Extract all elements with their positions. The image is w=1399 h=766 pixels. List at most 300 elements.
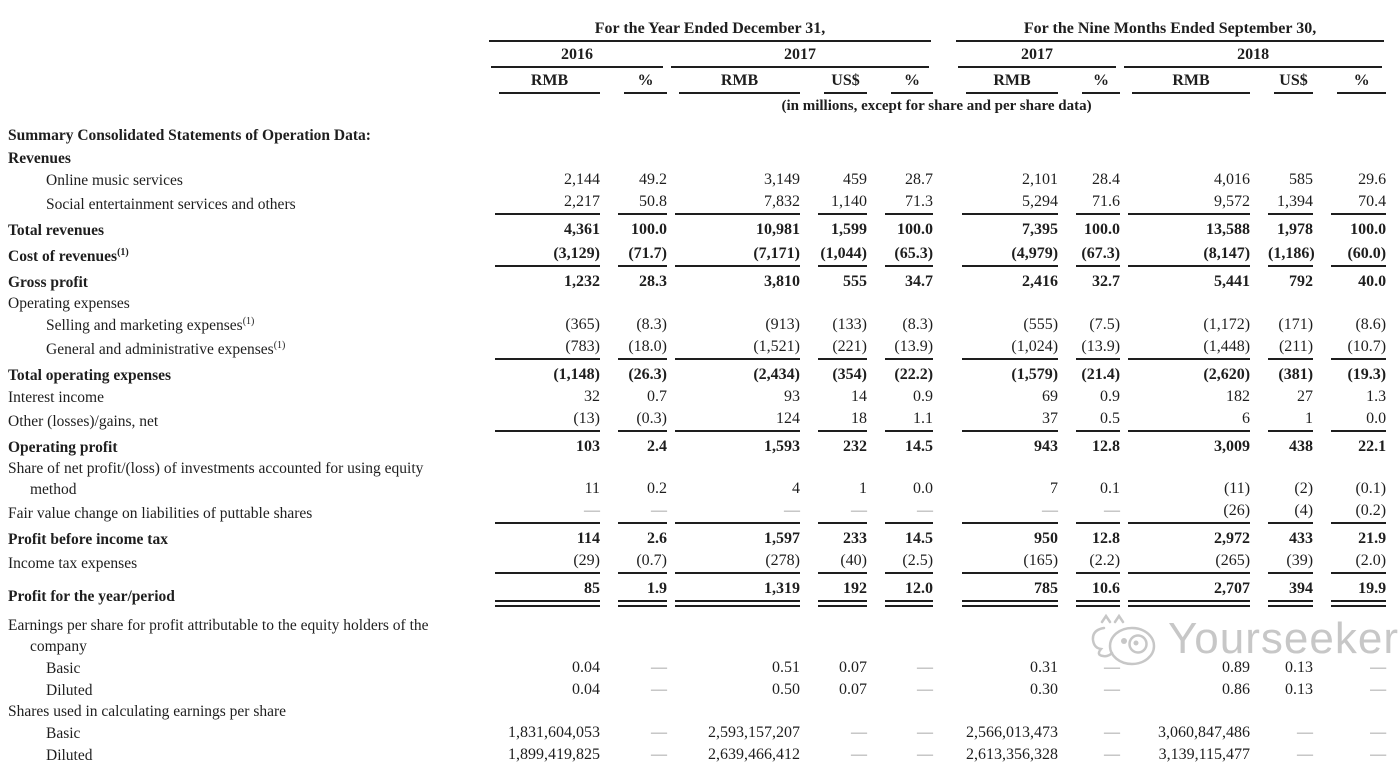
- cell-value: —: [917, 746, 934, 763]
- cell-value: 14.5: [905, 530, 934, 547]
- cell-value: 103: [576, 438, 600, 455]
- row-label: [0, 269, 487, 293]
- row-label: [0, 434, 487, 458]
- row-label-text: Total revenues: [8, 222, 105, 239]
- financial-statements-table: [0, 12, 1386, 766]
- cell-value: 943: [1034, 438, 1059, 455]
- row-label-text: Fair value change on liabilities of puttable shares: [8, 505, 313, 522]
- cell-value: (2): [1294, 480, 1314, 497]
- col-header-pct-2017: %: [867, 68, 933, 94]
- table-row: [0, 408, 1386, 434]
- cell-value: —: [651, 659, 667, 676]
- cell-value: 6: [1120, 408, 1250, 434]
- column-gap: [933, 314, 954, 336]
- cell-value: 0.31: [1030, 659, 1059, 676]
- cell-value: 14.5: [905, 438, 934, 455]
- cell-value: 0.5: [1058, 408, 1120, 434]
- column-gap: [933, 408, 954, 434]
- cell-value: —: [1370, 681, 1387, 698]
- table-body: [0, 123, 1386, 766]
- cell-value: —: [651, 724, 667, 741]
- cell-value: (1,172): [1203, 316, 1251, 333]
- cell-value: —: [1104, 681, 1121, 698]
- cell-value: [487, 293, 600, 314]
- column-gap: [933, 434, 954, 458]
- table-row: [0, 679, 1386, 701]
- column-gap: [933, 701, 954, 722]
- cell-value: 0.13: [1285, 681, 1314, 698]
- column-gap: [933, 657, 954, 679]
- row-label-text: Profit before income tax: [8, 531, 168, 548]
- row-label: [0, 526, 487, 550]
- cell-value: [600, 123, 667, 146]
- row-label: [0, 458, 487, 500]
- table-row: [0, 458, 1386, 500]
- cell-value: 50.8: [600, 191, 667, 217]
- row-label: [0, 386, 487, 408]
- cell-value: (8.3): [636, 316, 667, 333]
- watermark-label: Yourseeker: [1168, 614, 1399, 663]
- column-gap: [933, 607, 954, 657]
- cell-value: (26.3): [628, 366, 667, 383]
- cell-value: 0.86: [1222, 681, 1251, 698]
- footnote-ref: (1): [117, 246, 129, 258]
- cell-value: —: [800, 500, 867, 526]
- cell-value: 27: [1297, 388, 1314, 405]
- col-header-pct-2018: %: [1313, 68, 1386, 94]
- cell-value: (381): [1278, 366, 1314, 383]
- row-label: [0, 550, 487, 576]
- cell-value: [667, 123, 800, 146]
- row-label-text: Diluted: [46, 682, 93, 699]
- cell-value: 2.4: [647, 438, 667, 455]
- column-gap: [933, 146, 954, 169]
- cell-value: 21.9: [1358, 530, 1387, 547]
- cell-value: (354): [832, 366, 867, 383]
- cell-value: [667, 293, 800, 314]
- row-label-text: Basic: [46, 725, 81, 742]
- cell-value: 0.2: [647, 480, 667, 497]
- cell-value: [487, 701, 600, 722]
- row-label-text: Operating expenses: [8, 295, 130, 312]
- col-header-usd-2018: US$: [1250, 68, 1313, 94]
- cell-value: [954, 146, 1058, 169]
- cell-value: 0.0: [913, 480, 934, 497]
- cell-value: (2,434): [753, 366, 800, 383]
- footnote-ref: (1): [242, 315, 255, 327]
- cell-value: [1313, 293, 1386, 314]
- cell-value: 1: [1250, 408, 1313, 434]
- cell-value: 0.04: [572, 659, 600, 676]
- cell-value: 12.0: [867, 576, 933, 607]
- column-gap: [933, 500, 954, 526]
- row-label: [0, 241, 487, 269]
- table-row: [0, 123, 1386, 146]
- cell-value: —: [917, 681, 934, 698]
- cell-value: 13,588: [1206, 221, 1251, 238]
- cell-value: [1250, 293, 1313, 314]
- row-label-text: Diluted: [46, 747, 93, 764]
- cell-value: 950: [1034, 530, 1059, 547]
- row-label: [0, 146, 487, 169]
- col-header-rmb-9m2017: RMB: [954, 68, 1058, 94]
- cell-value: [1250, 607, 1313, 657]
- column-gap: [933, 458, 954, 500]
- cell-value: 0.07: [839, 681, 867, 698]
- cell-value: (8.6): [1355, 316, 1387, 333]
- cell-value: 28.7: [905, 171, 934, 188]
- cell-value: [1120, 293, 1250, 314]
- row-label-text: Earnings per share for profit attributable to the equity holders of the: [8, 617, 429, 634]
- table-row: [0, 169, 1386, 191]
- cell-value: 14: [851, 388, 867, 405]
- cell-value: —: [1370, 746, 1387, 763]
- cell-value: [800, 146, 867, 169]
- table-row: [0, 576, 1386, 607]
- cell-value: (1,024): [954, 336, 1058, 362]
- cell-value: —: [851, 746, 867, 763]
- cell-value: 2,416: [1022, 273, 1059, 290]
- cell-value: —: [917, 659, 934, 676]
- row-label-text: Other (losses)/gains, net: [8, 413, 159, 430]
- cell-value: 0.9: [1100, 388, 1121, 405]
- cell-value: —: [917, 724, 934, 741]
- cell-value: —: [1104, 659, 1121, 676]
- row-label-text: General and administrative expenses: [46, 341, 274, 358]
- cell-value: (2,620): [1203, 366, 1251, 383]
- cell-value: (171): [1278, 316, 1314, 333]
- cell-value: 0.7: [647, 388, 667, 405]
- cell-value: —: [1058, 500, 1120, 526]
- cell-value: [1058, 123, 1120, 146]
- cell-value: (13.9): [867, 336, 933, 362]
- row-label: [0, 701, 487, 722]
- cell-value: 4: [792, 480, 800, 497]
- cell-value: (1,448): [1120, 336, 1250, 362]
- cell-value: 1,232: [564, 273, 600, 290]
- cell-value: 0.13: [1285, 659, 1314, 676]
- cell-value: [1313, 607, 1386, 657]
- row-label: [0, 293, 487, 314]
- table-row: [0, 293, 1386, 314]
- cell-value: 232: [843, 438, 867, 455]
- cell-value: (60.0): [1313, 241, 1386, 269]
- cell-value: 4,361: [564, 221, 600, 238]
- cell-value: 233: [843, 530, 867, 547]
- cell-value: [1313, 123, 1386, 146]
- row-label: [0, 191, 487, 217]
- row-label: [0, 722, 487, 744]
- cell-value: (278): [667, 550, 800, 576]
- cell-value: —: [954, 500, 1058, 526]
- cell-value: [1120, 701, 1250, 722]
- cell-value: —: [1370, 659, 1387, 676]
- row-label: [0, 336, 487, 362]
- col-header-rmb-2016: RMB: [487, 68, 600, 94]
- table-row: [0, 657, 1386, 679]
- cell-value: (365): [565, 316, 600, 333]
- cell-value: (1,186): [1250, 241, 1313, 269]
- cell-value: 0.04: [572, 681, 600, 698]
- cell-value: [1313, 701, 1386, 722]
- table-row: [0, 386, 1386, 408]
- cell-value: 1,394: [1250, 191, 1313, 217]
- cell-value: 5,441: [1214, 273, 1251, 290]
- cell-value: (13.9): [1058, 336, 1120, 362]
- cell-value: (65.3): [867, 241, 933, 269]
- column-gap: [933, 293, 954, 314]
- cell-value: 438: [1289, 438, 1314, 455]
- cell-value: 100.0: [897, 221, 934, 238]
- cell-value: 19.9: [1313, 576, 1386, 607]
- table-row: [0, 269, 1386, 293]
- column-gap: [933, 169, 954, 191]
- row-label: [0, 314, 487, 336]
- cell-value: [600, 607, 667, 657]
- cell-value: 785: [954, 576, 1058, 607]
- column-gap: [933, 269, 954, 293]
- cell-value: (26): [1120, 500, 1250, 526]
- row-label: [0, 744, 487, 766]
- cell-value: 0.0: [1313, 408, 1386, 434]
- cell-value: —: [1297, 724, 1314, 741]
- cell-value: 124: [667, 408, 800, 434]
- header-year-2018: 2018: [1120, 42, 1386, 68]
- cell-value: (8.3): [902, 316, 934, 333]
- cell-value: —: [600, 500, 667, 526]
- cell-value: [667, 607, 800, 657]
- row-label: [0, 362, 487, 386]
- cell-value: 28.3: [639, 273, 667, 290]
- table-row: [0, 217, 1386, 241]
- cell-value: (7.5): [1089, 316, 1121, 333]
- cell-value: 22.1: [1358, 438, 1387, 455]
- header-nine-months-label: For the Nine Months Ended September 30,: [956, 18, 1384, 42]
- cell-value: 192: [800, 576, 867, 607]
- row-label: [0, 123, 487, 146]
- cell-value: 394: [1250, 576, 1313, 607]
- cell-value: (0.1): [1355, 480, 1387, 497]
- cell-value: 0.9: [913, 388, 934, 405]
- cell-value: 2,613,356,328: [966, 746, 1059, 763]
- cell-value: 7: [1050, 480, 1059, 497]
- cell-value: 2,101: [1022, 171, 1059, 188]
- cell-value: 1,831,604,053: [508, 724, 600, 741]
- row-label-text: Income tax expenses: [8, 555, 138, 572]
- cell-value: (0.3): [600, 408, 667, 434]
- cell-value: (1,148): [553, 366, 600, 383]
- column-gap: [933, 362, 954, 386]
- cell-value: 37: [954, 408, 1058, 434]
- cell-value: 49.2: [639, 171, 667, 188]
- column-gap: [933, 217, 954, 241]
- cell-value: (211): [1250, 336, 1313, 362]
- cell-value: (4,979): [954, 241, 1058, 269]
- cell-value: (3,129): [487, 241, 600, 269]
- column-gap: [933, 191, 954, 217]
- row-label: [0, 576, 487, 607]
- cell-value: 93: [784, 388, 800, 405]
- row-label-text: Online music services: [46, 172, 183, 189]
- cell-value: 3,139,115,477: [1158, 746, 1251, 763]
- header-year-2016: 2016: [487, 42, 667, 68]
- cell-value: 40.0: [1358, 273, 1387, 290]
- cell-value: (39): [1250, 550, 1313, 576]
- cell-value: [1313, 146, 1386, 169]
- cell-value: 100.0: [1350, 221, 1387, 238]
- column-gap: [933, 123, 954, 146]
- cell-value: (133): [832, 316, 867, 333]
- cell-value: [867, 293, 933, 314]
- table-row: [0, 526, 1386, 550]
- row-label-text: Total operating expenses: [8, 367, 172, 384]
- cell-value: 2,639,466,412: [708, 746, 800, 763]
- cell-value: 0.30: [1030, 681, 1059, 698]
- cell-value: 34.7: [905, 273, 934, 290]
- cell-value: (1,044): [800, 241, 867, 269]
- cell-value: —: [851, 724, 867, 741]
- cell-value: (40): [800, 550, 867, 576]
- column-gap: [933, 336, 954, 362]
- table-row: [0, 191, 1386, 217]
- cell-value: 3,060,847,486: [1158, 724, 1251, 741]
- cell-value: 71.3: [867, 191, 933, 217]
- column-gap: [933, 744, 954, 766]
- cell-value: —: [867, 500, 933, 526]
- cell-value: [954, 701, 1058, 722]
- col-header-rmb-2017: RMB: [667, 68, 800, 94]
- row-label-continuation: company: [30, 638, 87, 655]
- units-note: (in millions, except for share and per share data): [781, 98, 1092, 114]
- cell-value: [1120, 123, 1250, 146]
- header-units-row: [0, 68, 1386, 94]
- cell-value: (11): [1223, 480, 1251, 497]
- row-label-text: Basic: [46, 660, 81, 677]
- cell-value: 2,566,013,473: [966, 724, 1059, 741]
- cell-value: [667, 146, 800, 169]
- row-label-text: Operating profit: [8, 439, 118, 456]
- table-row: [0, 701, 1386, 722]
- cell-value: 182: [1226, 388, 1251, 405]
- cell-value: —: [651, 681, 667, 698]
- cell-value: (265): [1120, 550, 1250, 576]
- cell-value: —: [487, 500, 600, 526]
- cell-value: 5,294: [954, 191, 1058, 217]
- cell-value: 11: [584, 480, 600, 497]
- cell-value: —: [1104, 746, 1121, 763]
- cell-value: 114: [576, 530, 600, 547]
- cell-value: 1,978: [1277, 221, 1314, 238]
- row-label-text: Interest income: [8, 389, 104, 406]
- table-row: [0, 607, 1386, 657]
- cell-value: (1,521): [667, 336, 800, 362]
- cell-value: [800, 701, 867, 722]
- cell-value: 4,016: [1214, 171, 1251, 188]
- column-gap: [933, 68, 954, 94]
- cell-value: —: [667, 500, 800, 526]
- cell-value: 32.7: [1092, 273, 1121, 290]
- cell-value: (67.3): [1058, 241, 1120, 269]
- cell-value: [800, 607, 867, 657]
- cell-value: 2,217: [487, 191, 600, 217]
- cell-value: 3,009: [1214, 438, 1251, 455]
- col-header-rmb-2018: RMB: [1120, 68, 1250, 94]
- cell-value: —: [1297, 746, 1314, 763]
- header-note-row: [0, 94, 1386, 123]
- row-label: [0, 657, 487, 679]
- cell-value: [667, 701, 800, 722]
- cell-value: [487, 146, 600, 169]
- row-label-text: Revenues: [8, 150, 71, 167]
- table-row: [0, 314, 1386, 336]
- cell-value: [954, 293, 1058, 314]
- cell-value: [600, 146, 667, 169]
- cell-value: 1,319: [667, 576, 800, 607]
- cell-value: (4): [1250, 500, 1313, 526]
- cell-value: 7,395: [1022, 221, 1059, 238]
- cell-value: 1,593: [764, 438, 800, 455]
- cell-value: (0.2): [1313, 500, 1386, 526]
- row-label-text: Profit for the year/period: [8, 588, 175, 605]
- table-row: [0, 500, 1386, 526]
- cell-value: 2,972: [1214, 530, 1251, 547]
- column-gap: [933, 679, 954, 701]
- column-gap: [933, 386, 954, 408]
- cell-value: (555): [1023, 316, 1059, 333]
- cell-value: 28.4: [1092, 171, 1121, 188]
- column-gap: [933, 550, 954, 576]
- row-label-text: Shares used in calculating earnings per share: [8, 703, 287, 720]
- cell-value: 1,899,419,825: [508, 746, 600, 763]
- cell-value: (21.4): [1081, 366, 1121, 383]
- table-row: [0, 146, 1386, 169]
- cell-value: (8,147): [1120, 241, 1250, 269]
- row-label-continuation: method: [30, 481, 77, 498]
- cell-value: 2,707: [1120, 576, 1250, 607]
- cell-value: 71.6: [1058, 191, 1120, 217]
- table-row: [0, 362, 1386, 386]
- cell-value: —: [1104, 724, 1121, 741]
- cell-value: 29.6: [1358, 171, 1387, 188]
- cell-value: [1058, 293, 1120, 314]
- cell-value: 0.51: [772, 659, 800, 676]
- cell-value: (2.0): [1313, 550, 1386, 576]
- cell-value: 1.3: [1366, 388, 1387, 405]
- table-row: [0, 241, 1386, 269]
- column-gap: [933, 12, 954, 42]
- cell-value: (13): [487, 408, 600, 434]
- header-year-ended-group: [487, 12, 933, 42]
- cell-value: (18.0): [600, 336, 667, 362]
- header-year-2017: 2017: [667, 42, 933, 68]
- cell-value: (2.5): [867, 550, 933, 576]
- cell-value: [487, 123, 600, 146]
- table-row: [0, 722, 1386, 744]
- cell-value: 12.8: [1092, 530, 1121, 547]
- row-label: [0, 169, 487, 191]
- cell-value: [800, 123, 867, 146]
- cell-value: 0.89: [1222, 659, 1251, 676]
- cell-value: 32: [584, 388, 600, 405]
- header-year-ended-label: For the Year Ended December 31,: [489, 18, 931, 42]
- cell-value: [487, 607, 600, 657]
- cell-value: 100.0: [631, 221, 667, 238]
- table-header: [0, 12, 1386, 123]
- cell-value: (71.7): [600, 241, 667, 269]
- cell-value: [600, 293, 667, 314]
- cell-value: [600, 701, 667, 722]
- cell-value: 69: [1042, 388, 1059, 405]
